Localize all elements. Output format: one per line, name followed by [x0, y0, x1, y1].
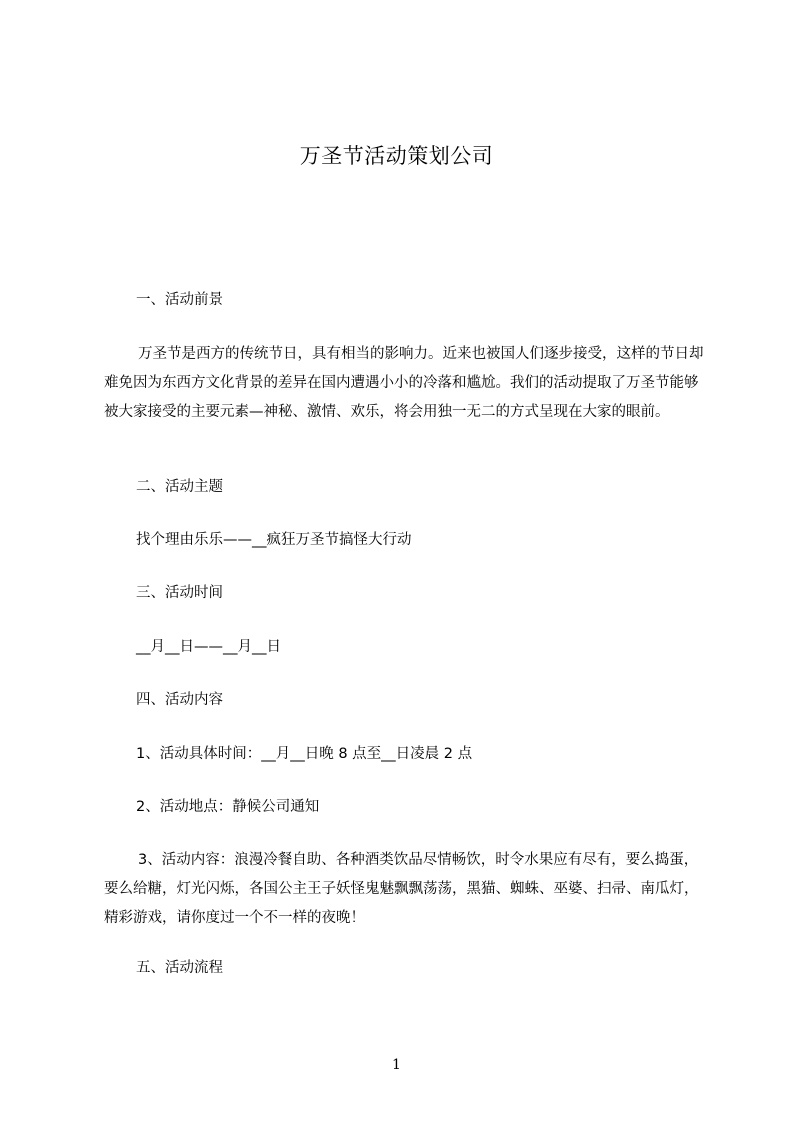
content-item-time: 1、活动具体时间：__月__日晚 8 点至__日凌晨 2 点 — [136, 746, 473, 762]
section-heading-process: 五、活动流程 — [136, 960, 223, 976]
page-number: 1 — [392, 1057, 401, 1073]
section-body-time: __月__日——__月__日 — [136, 639, 281, 655]
document-title: 万圣节活动策划公司 — [299, 144, 494, 168]
content-item-location: 2、活动地点：静候公司通知 — [136, 799, 320, 815]
section-heading-theme: 二、活动主题 — [136, 479, 223, 495]
section-body-background-text: 万圣节是西方的传统节日，具有相当的影响力。近来也被国人们逐步接受，这样的节日却难免因为东西方文化背景的差异在国内遭遇小小的冷落和尴尬。我们的活动提取了万圣节能够被大家接受的主要元素—神秘、激情、欢乐，将会用独一无二的方式呈现在大家的眼前。 — [104, 346, 704, 420]
content-item-details — [104, 846, 704, 933]
content-item-details-text: 3、活动内容：浪漫冷餐自助、各种酒类饮品尽情畅饮，时令水果应有尽有，要么捣蛋，要么给糖，灯光闪烁，各国公主王子妖怪鬼魅飘飘荡荡，黑猫、蜘蛛、巫婆、扫帚、南瓜灯，精彩游戏，请你度过一个不一样的夜晚！ — [104, 852, 699, 926]
section-body-theme: 找个理由乐乐——__疯狂万圣节搞怪大行动 — [136, 532, 412, 548]
section-heading-time: 三、活动时间 — [136, 585, 223, 601]
section-heading-content: 四、活动内容 — [136, 692, 223, 708]
section-heading-background: 一、活动前景 — [136, 292, 223, 308]
section-body-background — [104, 340, 704, 427]
